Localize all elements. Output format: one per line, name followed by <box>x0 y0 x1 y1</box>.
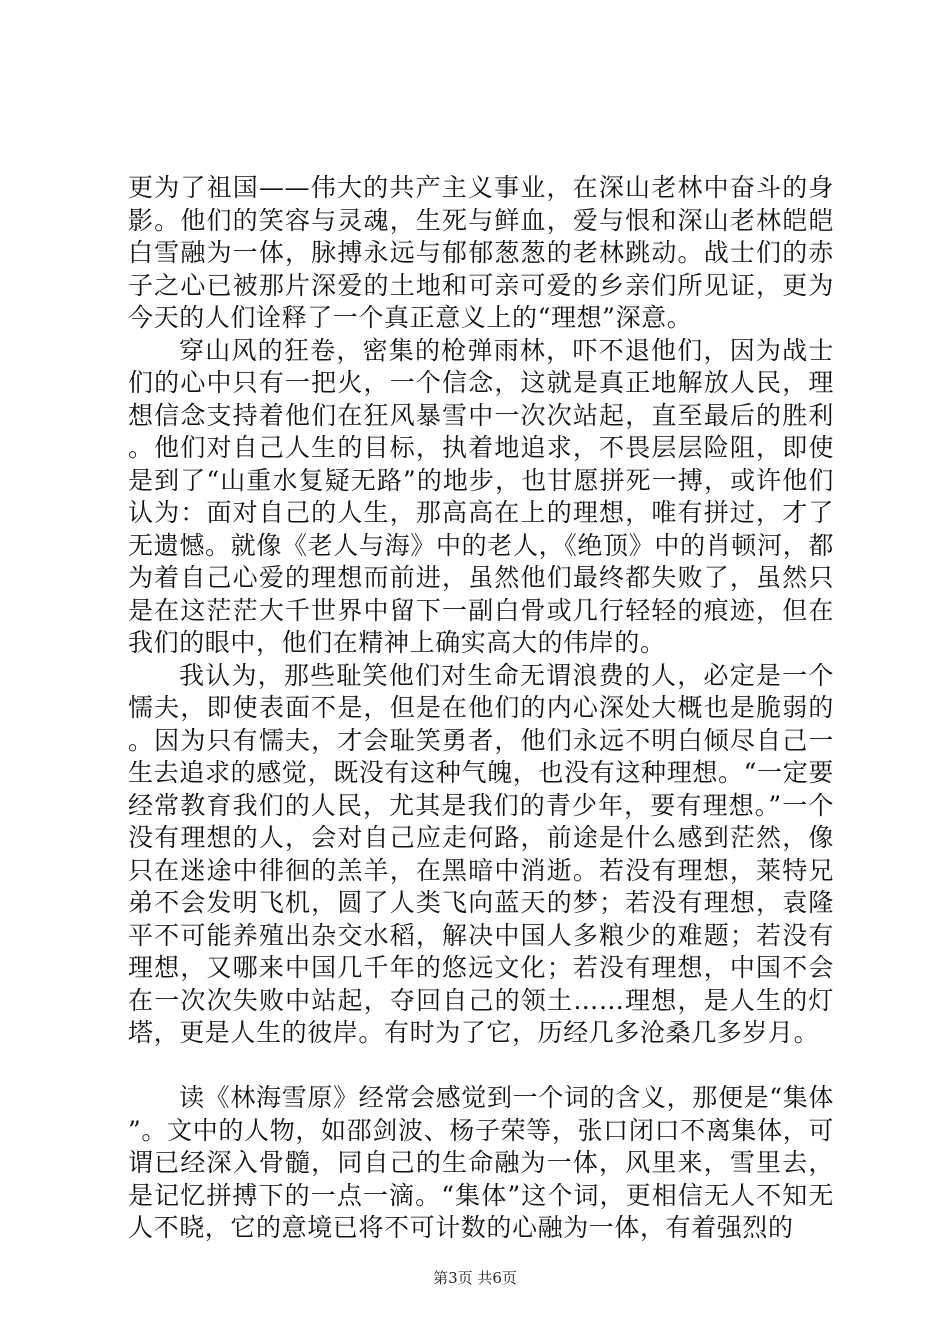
document-body <box>128 172 834 1245</box>
page-number-footer: 第3页 共6页 <box>433 1269 517 1287</box>
paragraph-continuation: 更为了祖国——伟大的共产主义事业，在深山老林中奋斗的身影。他们的笑容与灵魂，生死与鲜血，爱与恨和深山老林皑皑白雪融为一体，脉搏永远与郁郁葱葱的老林跳动。战士们的赤子之心已被那片深爱的土地和可亲可爱的乡亲们所见证，更为今天的人们诠释了一个真正意义上的“理想”深意。 <box>128 173 834 332</box>
paragraph-ideal-belief: 穿山风的狂卷，密集的枪弹雨林，吓不退他们，因为战士们的心中只有一把火，一个信念，这就是真正地解放人民，理想信念支持着他们在狂风暴雪中一次次站起，直至最后的胜利。他们对自己人生的目标，执着地追求，不畏层层险阻，即使是到了“山重水复疑无路”的地步，也甘愿拼死一搏，或许他们认为：面对自己的人生，那高高在上的理想，唯有拼过，才了无遗憾。就像《老人与海》中的老人，《绝顶》中的肖顿河，都为着自己心爱的理想而前进，虽然他们最终都失败了，虽然只是在这茫茫大千世界中留下一副白骨或几行轻轻的痕迹，但在我们的眼中，他们在精神上确实高大的伟岸的。 <box>128 335 834 657</box>
paragraph-cowards-and-ideals: 我认为，那些耻笑他们对生命无谓浪费的人，必定是一个懦夫，即使表面不是，但是在他们的内心深处大概也是脆弱的。因为只有懦夫，才会耻笑勇者，他们永远不明白倾尽自己一生去追求的感觉，既没有这种气魄，也没有这种理想。“一定要经常教育我们的人民，尤其是我们的青少年，要有理想。”一个没有理想的人，会对自己应走何路，前途是什么感到茫然，像只在迷途中徘徊的羔羊，在黑暗中消逝。若没有理想，莱特兄弟不会发明飞机，圆了人类飞向蓝天的梦；若没有理想，袁隆平不可能养殖出杂交水稻，解决中国人多粮少的难题；若没有理想，又哪来中国几千年的悠远文化；若没有理想，中国不会在一次次失败中站起，夺回自己的领土……理想，是人生的灯塔，更是人生的彼岸。有时为了它，历经几多沧桑几多岁月。 <box>128 660 834 1047</box>
paragraph-spacer <box>128 1050 834 1083</box>
paragraph-collective: 读《林海雪原》经常会感觉到一个词的含义，那便是“集体”。文中的人物，如邵剑波、杨子荣等，张口闭口不离集体，可谓已经深入骨髓，同自己的生命融为一体，风里来，雪里去，是记忆拼搏下的一点一滴。“集体”这个词，更相信无人不知无人不晓，它的意境已将不可计数的心融为一体，有着强烈的 <box>128 1083 834 1242</box>
